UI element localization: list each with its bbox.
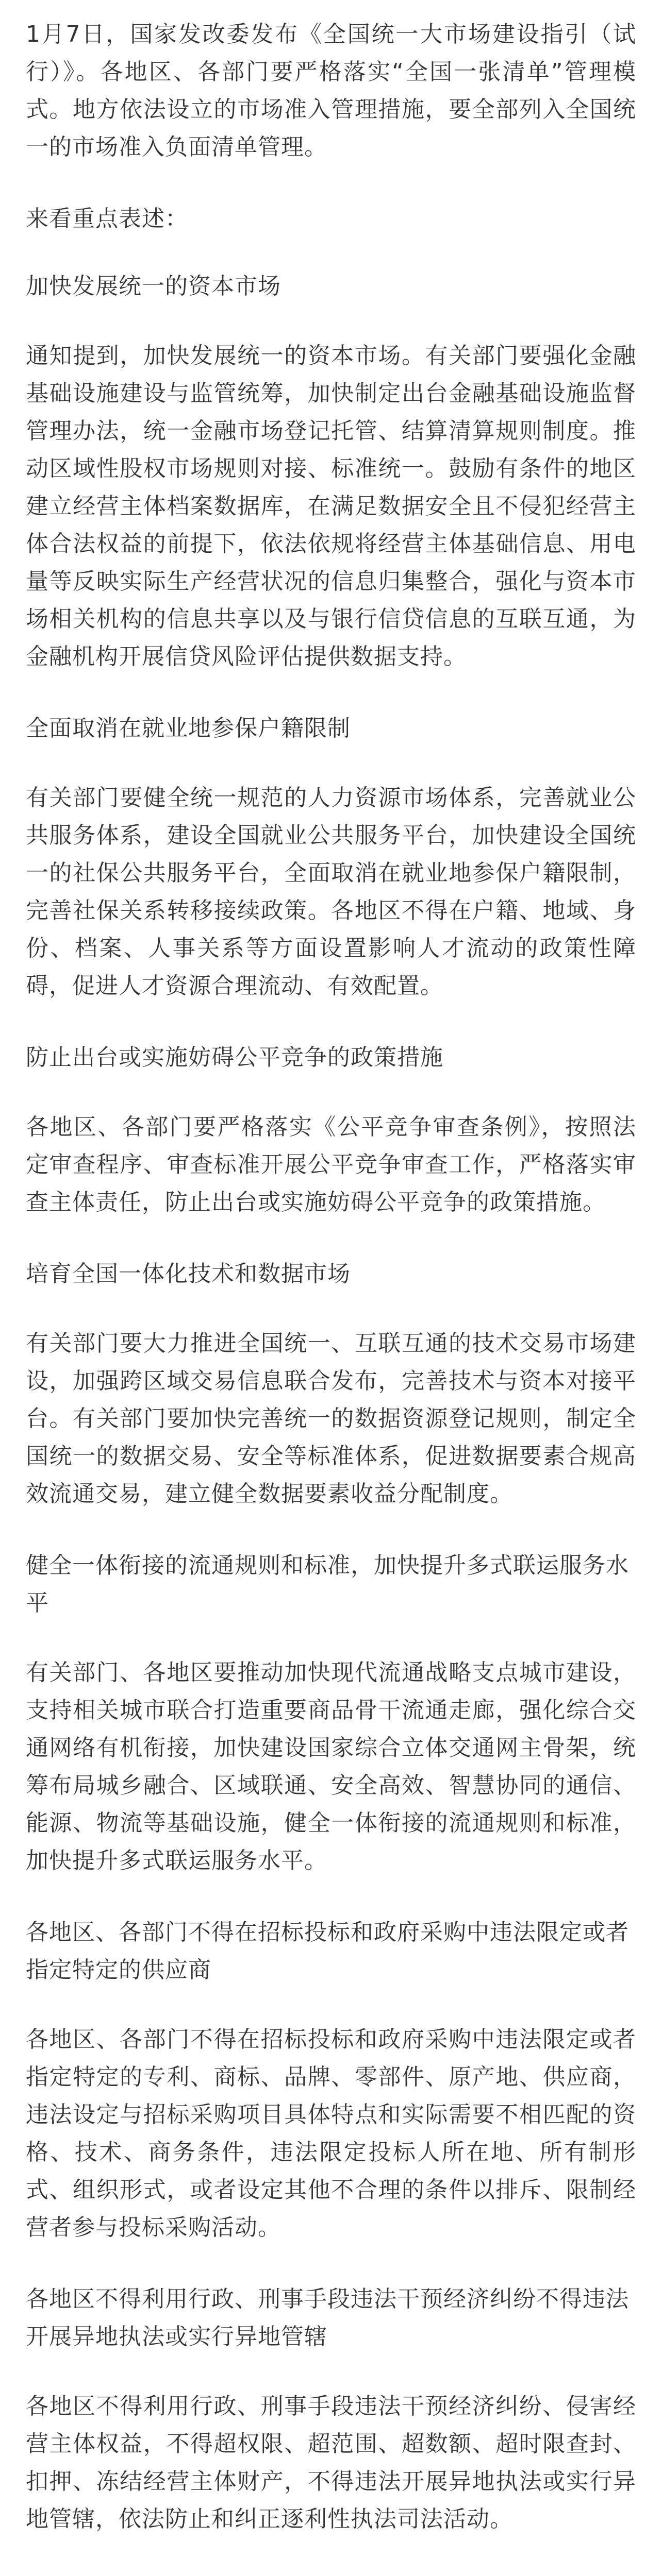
section-heading: 培育全国一体化技术和数据市场 bbox=[26, 1261, 351, 1287]
source-line bbox=[26, 2572, 636, 2576]
section-heading: 各地区不得利用行政、刑事手段违法干预经济纠纷不得违法开展异地执法或实行异地管辖 bbox=[26, 2286, 629, 2350]
section-body: 有关部门、各地区要推动加快现代流通战略支点城市建设，支持相关城市联合打造重要商品骨干流通走廊，强化综合交通网络有机衔接，加快建设国家综合立体交通网主骨架，统筹布局城乡融合、区域联通、安全高效、智慧协同的通信、能源、物流等基础设施，健全一体衔接的流通规则和标准，加快提升多式联运服务水平。 bbox=[26, 1659, 636, 1874]
section-heading: 加快发展统一的资本市场 bbox=[26, 273, 281, 299]
intro-paragraph: 1月7日，国家发改委发布《全国统一大市场建设指引（试行）》。各地区、各部门要严格落实“全国一张清单”管理模式。地方依法设立的市场准入管理措施，要全部列入全国统一的市场准入负面清单管理。 bbox=[26, 21, 636, 160]
section-body: 有关部门要健全统一规范的人力资源市场体系，完善就业公共服务体系，建设全国就业公共服务平台，加快建设全国统一的社保公共服务平台，全面取消在就业地参保户籍限制，完善社保关系转移接续政策。各地区不得在户籍、地域、身份、档案、人事关系等方面设置影响人才流动的政策性障碍，促进人才资源合理流动、有效配置。 bbox=[26, 785, 636, 999]
section-heading: 全面取消在就业地参保户籍限制 bbox=[26, 715, 351, 741]
section-body: 有关部门要大力推进全国统一、互联互通的技术交易市场建设，加强跨区域交易信息联合发布，完善技术与资本对接平台。有关部门要加快完善统一的数据资源登记规则，制定全国统一的数据交易、安全等标准体系，促进数据要素合规高效流通交易，建立健全数据要素收益分配制度。 bbox=[26, 1330, 636, 1507]
section-body: 各地区不得利用行政、刑事手段违法干预经济纠纷、侵害经营主体权益，不得超权限、超范围、超数额、超时限查封、扣押、冻结经营主体财产，不得违法开展异地执法或实行异地管辖，依法防止和纠正逐利性执法司法活动。 bbox=[26, 2393, 636, 2532]
section-body: 各地区、各部门不得在招标投标和政府采购中违法限定或者指定特定的专利、商标、品牌、零部件、原产地、供应商，违法设定与招标采购项目具体特点和实际需要不相匹配的资格、技术、商务条件，违法限定投标人所在地、所有制形式、组织形式，或者设定其他不合理的条件以排斥、限制经营者参与投标采购活动。 bbox=[26, 2026, 636, 2241]
lead-line: 来看重点表述： bbox=[26, 206, 188, 232]
section-heading: 防止出台或实施妨碍公平竞争的政策措施 bbox=[26, 1044, 443, 1071]
section-heading: 各地区、各部门不得在招标投标和政府采购中违法限定或者指定特定的供应商 bbox=[26, 1919, 629, 1983]
section-body: 各地区、各部门要严格落实《公平竞争审查条例》，按照法定审查程序、审查标准开展公平竞争审查工作，严格落实审查主体责任，防止出台或实施妨碍公平竞争的政策措施。 bbox=[26, 1114, 636, 1215]
section-body: 通知提到，加快发展统一的资本市场。有关部门要强化金融基础设施建设与监管统筹，加快制定出台金融基础设施监督管理办法，统一金融市场登记托管、结算清算规则制度。推动区域性股权市场规则对接、标准统一。鼓励有条件的地区建立经营主体档案数据库，在满足数据安全且不侵犯经营主体合法权益的前提下，依法依规将经营主体基础信息、用电量等反映实际生产经营状况的信息归集整合，强化与资本市场相关机构的信息共享以及与银行信贷信息的互联互通，为金融机构开展信贷风险评估提供数据支持。 bbox=[26, 343, 636, 670]
section-heading: 健全一体衔接的流通规则和标准，加快提升多式联运服务水平 bbox=[26, 1552, 629, 1616]
